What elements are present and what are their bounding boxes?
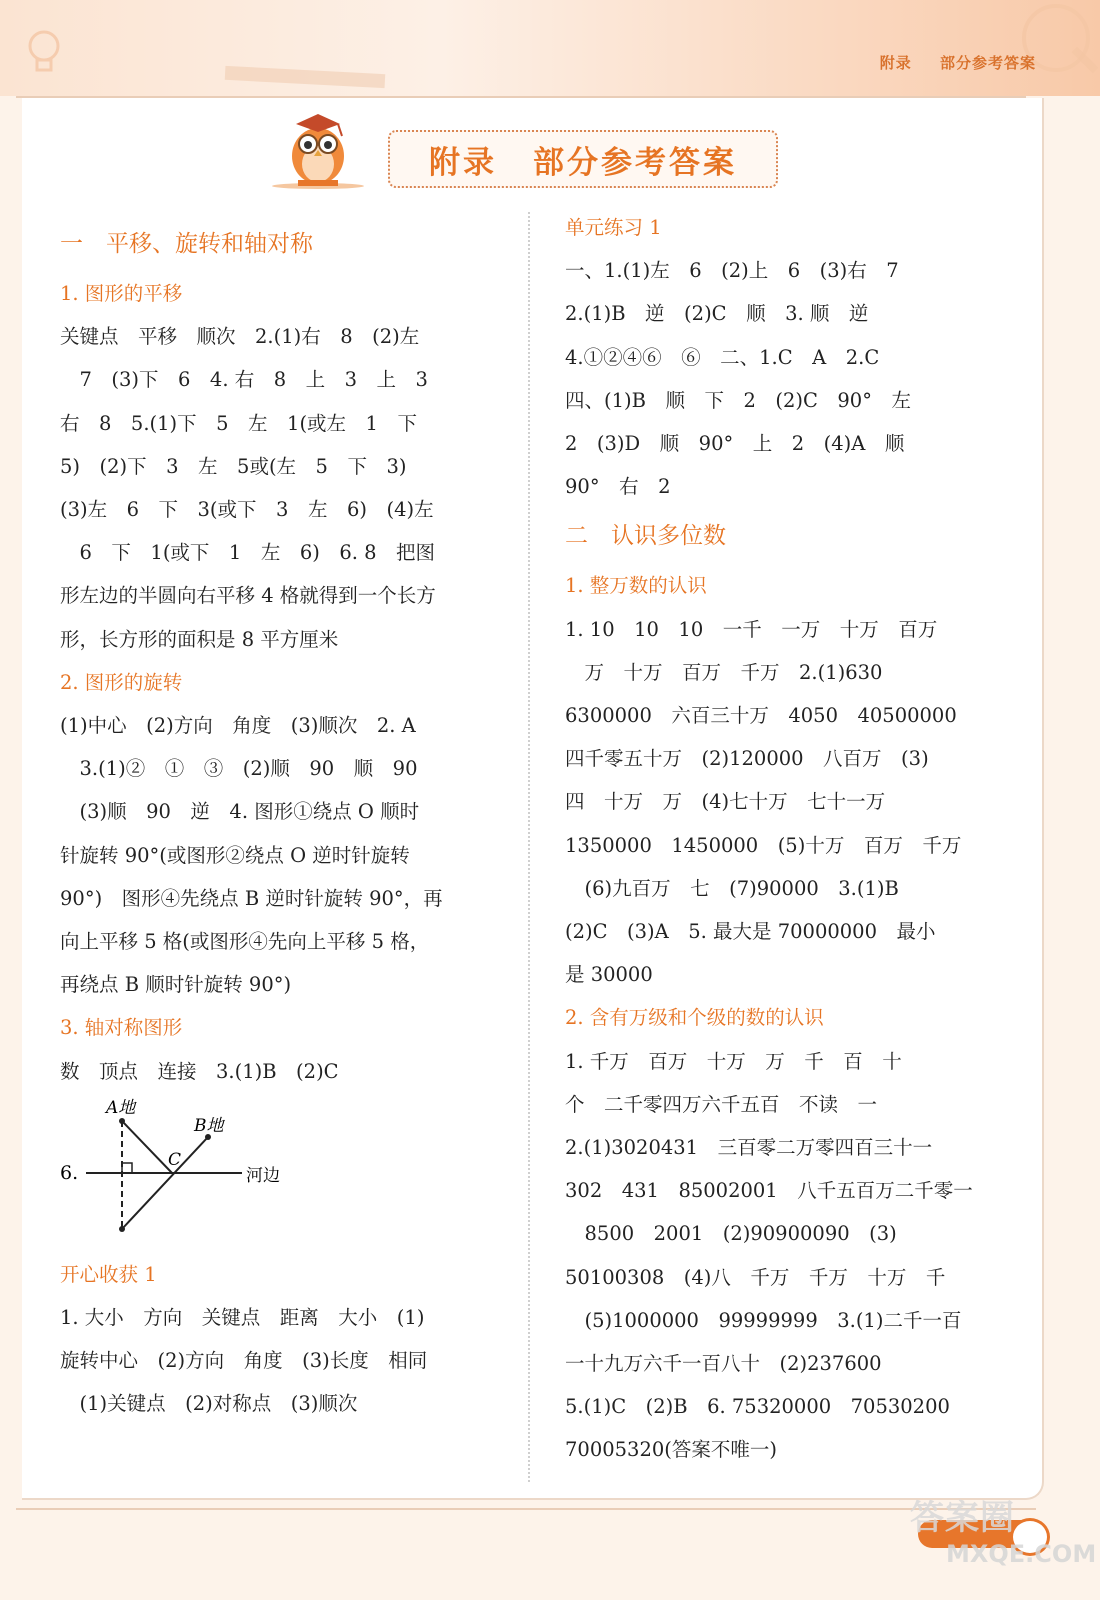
answer-line: 形左边的半圆向右平移 4 格就得到一个长方: [60, 584, 436, 608]
label-a: A地: [106, 1097, 136, 1118]
answer-line: 形，长方形的面积是 8 平方厘米: [60, 627, 339, 651]
answer-line: 1. 大小 方向 关键点 距离 大小 (1): [60, 1306, 425, 1330]
section-heading: 一 平移、旋转和轴对称: [60, 231, 313, 257]
answer-line: 4.①②④⑥ ⑥ 二、1.C A 2.C: [565, 345, 880, 369]
answer-line: 四千零五十万 (2)120000 八百万 (3): [565, 747, 929, 771]
answer-line: (1)中心 (2)方向 角度 (3)顺次 2. A: [60, 714, 416, 738]
left-column: [60, 216, 500, 1426]
answer-line: 关键点 平移 顺次 2.(1)右 8 (2)左: [60, 325, 420, 349]
answer-line: 旋转中心 (2)方向 角度 (3)长度 相同: [60, 1349, 428, 1373]
answer-line: (5)1000000 99999999 3.(1)二千一百: [565, 1308, 962, 1332]
right-angle-mark: [122, 1163, 132, 1173]
answer-line: 7 (3)下 6 4. 右 8 上 3 上 3: [60, 368, 428, 392]
title-part1: 附录: [429, 144, 497, 181]
answer-line: 四 十万 万 (4)七十万 七十一万: [565, 790, 886, 814]
segment-b-c: [122, 1137, 208, 1229]
river-diagram-svg: [60, 1097, 360, 1247]
answer-line: (3)顺 90 逆 4. 图形①绕点 O 顺时: [60, 800, 420, 824]
label-b: B地: [194, 1115, 224, 1136]
section-heading: 二 认识多位数: [565, 523, 726, 550]
running-header-tag: 附录: [879, 54, 912, 72]
answer-line: 90°) 图形④先绕点 B 逆时针旋转 90°，再: [60, 886, 443, 910]
page-title: [388, 130, 778, 188]
answer-line: (1)关键点 (2)对称点 (3)顺次: [60, 1392, 358, 1416]
lightbulb-icon: [26, 30, 62, 78]
top-banner: [0, 0, 1100, 96]
subsection-heading: 2. 图形的旋转: [60, 670, 183, 694]
answer-line: 2.(1)B 逆 (2)C 顺 3. 顺 逆: [565, 302, 869, 326]
answer-line: 针旋转 90°(或图形②绕点 O 逆时针旋转: [60, 843, 410, 867]
answer-line: (3)左 6 下 3(或下 3 左 6) (4)左: [60, 498, 434, 522]
point-a: [119, 1118, 125, 1124]
answer-line: 1. 千万 百万 十万 万 千 百 十: [565, 1049, 902, 1073]
answer-line: 向上平移 5 格(或图形④先向上平移 5 格，: [60, 930, 430, 954]
answer-line: 302 431 85002001 八千五百万二千零一: [565, 1179, 973, 1203]
answer-line: 右 8 5.(1)下 5 左 1(或左 1 下: [60, 411, 417, 435]
answer-line: 2 (3)D 顺 90° 上 2 (4)A 顺: [565, 432, 905, 456]
answer-line: 3.(1)② ① ③ (2)顺 90 顺 90: [60, 757, 418, 781]
diagram-number: 6.: [60, 1161, 79, 1184]
answer-line: 一十九万六千一百八十 (2)237600: [565, 1352, 882, 1376]
answer-line: 1350000 1450000 (5)十万 百万 千万: [565, 833, 962, 857]
title-part2: 部分参考答案: [533, 144, 737, 181]
answer-line: 再绕点 B 顺时针旋转 90°): [60, 973, 292, 997]
answer-line: 万 十万 百万 千万 2.(1)630: [565, 660, 883, 684]
answer-line: 数 顶点 连接 3.(1)B (2)C: [60, 1059, 339, 1083]
right-column: [565, 206, 1013, 1472]
river-diagram: [60, 1097, 360, 1247]
subsection-heading: 1. 图形的平移: [60, 282, 183, 305]
answer-line: 2.(1)3020431 三百零二万零四百三十一: [565, 1136, 933, 1160]
answer-line: 个 二千零四万六千五百 不读 一: [565, 1092, 878, 1116]
answer-line: 6300000 六百三十万 4050 40500000: [565, 704, 957, 728]
answer-line: 1. 10 10 10 一千 一万 十万 百万: [565, 617, 938, 641]
column-divider: [528, 212, 530, 1482]
segment-a-c: [122, 1121, 172, 1173]
owl-mascot-icon: [268, 108, 368, 192]
subsection-heading: 3. 轴对称图形: [60, 1016, 183, 1040]
subsection-heading: 1. 整万数的认识: [565, 574, 707, 598]
point-a-image: [119, 1226, 125, 1232]
running-header-section: 部分参考答案: [939, 54, 1036, 72]
answer-line: 50100308 (4)八 千万 千万 十万 千: [565, 1265, 946, 1289]
label-c: C: [168, 1149, 182, 1170]
answer-line: 70005320(答案不唯一): [565, 1438, 777, 1462]
footer-rule: [16, 1508, 1036, 1510]
subsection-heading: 开心收获 1: [60, 1262, 157, 1286]
watermark-text: 答案圈: [910, 1498, 1015, 1538]
answer-line: 5.(1)C (2)B 6. 75320000 70530200: [565, 1395, 950, 1419]
running-header: [858, 52, 1036, 73]
answer-line: (6)九百万 七 (7)90000 3.(1)B: [565, 876, 899, 900]
answer-line: 5) (2)下 3 左 5或(左 5 下 3): [60, 454, 407, 478]
answer-line: 一、1.(1)左 6 (2)上 6 (3)右 7: [565, 259, 899, 283]
watermark-url: MXQE.COM: [946, 1540, 1097, 1568]
subsection-heading: 单元练习 1: [565, 216, 662, 239]
label-river: 河边: [246, 1165, 280, 1186]
answer-line: 6 下 1(或下 1 左 6) 6. 8 把图: [60, 541, 436, 565]
answer-line: 90° 右 2: [565, 475, 671, 499]
subsection-heading: 2. 含有万级和个级的数的认识: [565, 1006, 824, 1030]
answer-line: 四、(1)B 顺 下 2 (2)C 90° 左: [565, 388, 911, 412]
answer-line: (2)C (3)A 5. 最大是 70000000 最小: [565, 920, 936, 944]
answer-line: 8500 2001 (2)90900090 (3): [565, 1222, 897, 1246]
answer-line: 是 30000: [565, 963, 653, 987]
